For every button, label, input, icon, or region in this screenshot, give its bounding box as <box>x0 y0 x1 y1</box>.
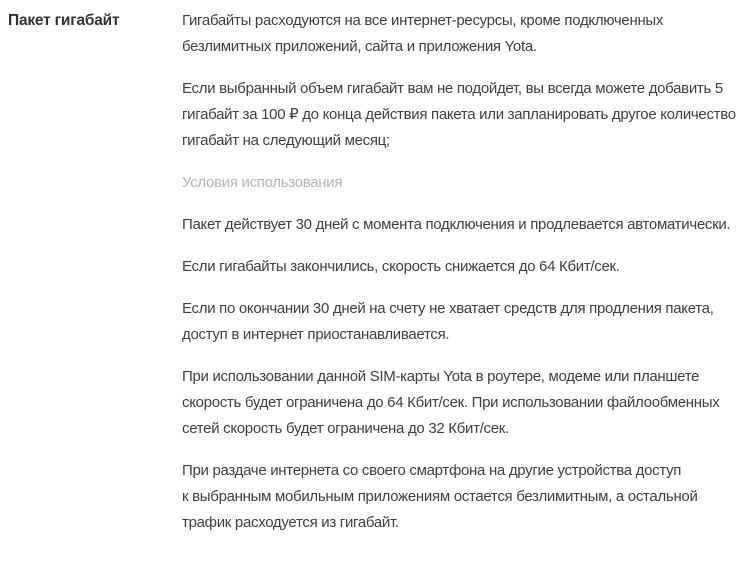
paragraph-speed-reduction: Если гигабайты закончились, скорость снижается до 64 Кбит/сек. <box>182 258 620 275</box>
paragraph-add-gigabytes: Если выбранный объем гигабайт вам не подойдет, вы всегда можете добавить 5 гигабайт за 100 ₽ до конца действия пакета или запланировать другое количество гигабайт на следующий месяц; <box>182 80 736 149</box>
paragraph-insufficient-funds: Если по окончании 30 дней на счету не хватает средств для продления пакета, доступ в интернет приостанавливается. <box>182 300 714 343</box>
term-column <box>8 8 182 34</box>
paragraph-package-duration: Пакет действует 30 дней с момента подключения и продлевается автоматически. <box>182 216 731 233</box>
paragraph-sim-device-restrictions: При использовании данной SIM-карты Yota в роутере, модеме или планшете скорость будет ограничена до 64 Кбит/сек. При использовании файлообменных сетей скорость будет ограничена до 32 Кбит/сек. <box>182 368 720 437</box>
section-title: Пакет гигабайт <box>8 12 120 29</box>
description-column <box>182 8 736 552</box>
paragraph-gigabytes-usage: Гигабайты расходуются на все интернет-ресурсы, кроме подключенных безлимитных приложений, сайта и приложения Yota. <box>182 12 664 55</box>
paragraph-tethering: При раздаче интернета со своего смартфона на другие устройства доступ к выбранным мобильным приложениям остается безлимитным, а остальной трафик расходуется из гигабайт. <box>182 462 698 531</box>
subheading-terms-of-use: Условия использования <box>182 174 343 191</box>
